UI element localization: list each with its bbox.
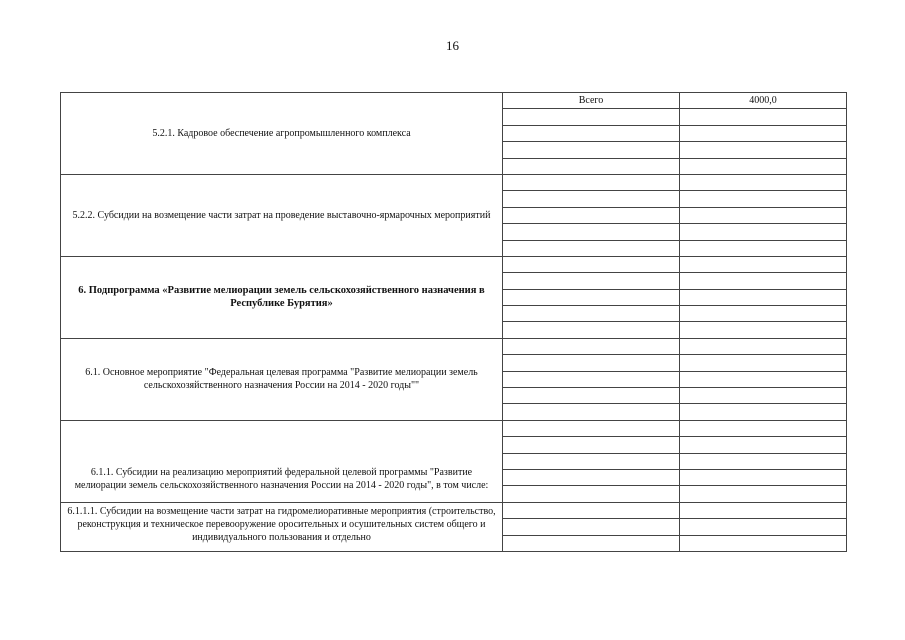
budget-table-body: [61, 93, 847, 552]
funding-source-cell: [503, 174, 680, 190]
amount-cell: [680, 371, 847, 387]
amount-cell: [680, 502, 847, 518]
amount-cell: [680, 207, 847, 223]
amount-cell: [680, 191, 847, 207]
activity-name-cell: 6.1.1.1. Субсидии на возмещение части затрат на гидромелиоративные мероприятия (строительство, реконструкция и техническое перевооружение оросительных и осушительных систем общего и индивидуального пользования и отдельно: [61, 502, 503, 551]
amount-cell: [680, 273, 847, 289]
funding-source-cell: [503, 240, 680, 256]
amount-cell: [680, 453, 847, 469]
amount-cell: [680, 109, 847, 125]
budget-table: [60, 92, 847, 552]
amount-cell: [680, 437, 847, 453]
funding-source-cell: [503, 355, 680, 371]
funding-source-cell: [503, 519, 680, 535]
amount-cell: [680, 469, 847, 485]
funding-source-cell: [503, 125, 680, 141]
amount-cell: [680, 158, 847, 174]
amount-cell: [680, 224, 847, 240]
amount-cell: [680, 322, 847, 338]
funding-source-cell: [503, 535, 680, 551]
amount-cell: [680, 486, 847, 502]
activity-name-cell: 5.2.2. Субсидии на возмещение части затрат на проведение выставочно-ярмарочных мероприятий: [61, 174, 503, 256]
funding-source-cell: [503, 453, 680, 469]
page-number: 16: [446, 38, 459, 53]
funding-source-cell: [503, 289, 680, 305]
funding-source-cell: [503, 306, 680, 322]
amount-cell: [680, 256, 847, 272]
amount-cell: [680, 289, 847, 305]
funding-source-cell: [503, 207, 680, 223]
activity-name-cell: 6.1.1. Субсидии на реализацию мероприятий федеральной целевой программы "Развитие мелиорации земель сельскохозяйственного назначения России на 2014 - 2020 годы", в том числе:: [61, 420, 503, 502]
funding-source-cell: [503, 404, 680, 420]
amount-cell: [680, 535, 847, 551]
funding-source-cell: [503, 437, 680, 453]
table-row: [61, 256, 847, 272]
funding-source-cell: [503, 142, 680, 158]
activity-name-cell: 6.1. Основное мероприятие "Федеральная целевая программа "Развитие мелиорации земель сельскохозяйственного назначения России на 2014 - 2020 годы"": [61, 338, 503, 420]
table-row: [61, 174, 847, 190]
activity-name-cell: 5.2.1. Кадровое обеспечение агропромышленного комплекса: [61, 93, 503, 175]
funding-source-cell: [503, 486, 680, 502]
funding-source-cell: [503, 191, 680, 207]
amount-cell: [680, 388, 847, 404]
funding-source-cell: [503, 109, 680, 125]
funding-source-cell: [503, 322, 680, 338]
amount-cell: [680, 306, 847, 322]
funding-source-cell: [503, 158, 680, 174]
funding-source-cell: [503, 273, 680, 289]
amount-cell: [680, 240, 847, 256]
funding-source-cell: [503, 420, 680, 436]
amount-cell: [680, 519, 847, 535]
funding-source-cell: [503, 502, 680, 518]
amount-cell: [680, 142, 847, 158]
funding-source-cell: [503, 256, 680, 272]
funding-source-cell: [503, 224, 680, 240]
table-row: [61, 420, 847, 436]
table-row: [61, 93, 847, 109]
amount-cell: [680, 125, 847, 141]
funding-source-cell: [503, 338, 680, 354]
funding-source-cell: [503, 371, 680, 387]
amount-cell: [680, 174, 847, 190]
table-row: [61, 338, 847, 354]
funding-source-cell: [503, 469, 680, 485]
funding-source-cell: [503, 388, 680, 404]
table-row: [61, 502, 847, 518]
amount-cell: [680, 420, 847, 436]
activity-name-cell: 6. Подпрограмма «Развитие мелиорации земель сельскохозяйственного назначения в Республике Бурятия»: [61, 256, 503, 338]
funding-source-cell: Всего: [503, 93, 680, 109]
amount-cell: 4000,0: [680, 93, 847, 109]
amount-cell: [680, 338, 847, 354]
amount-cell: [680, 404, 847, 420]
amount-cell: [680, 355, 847, 371]
